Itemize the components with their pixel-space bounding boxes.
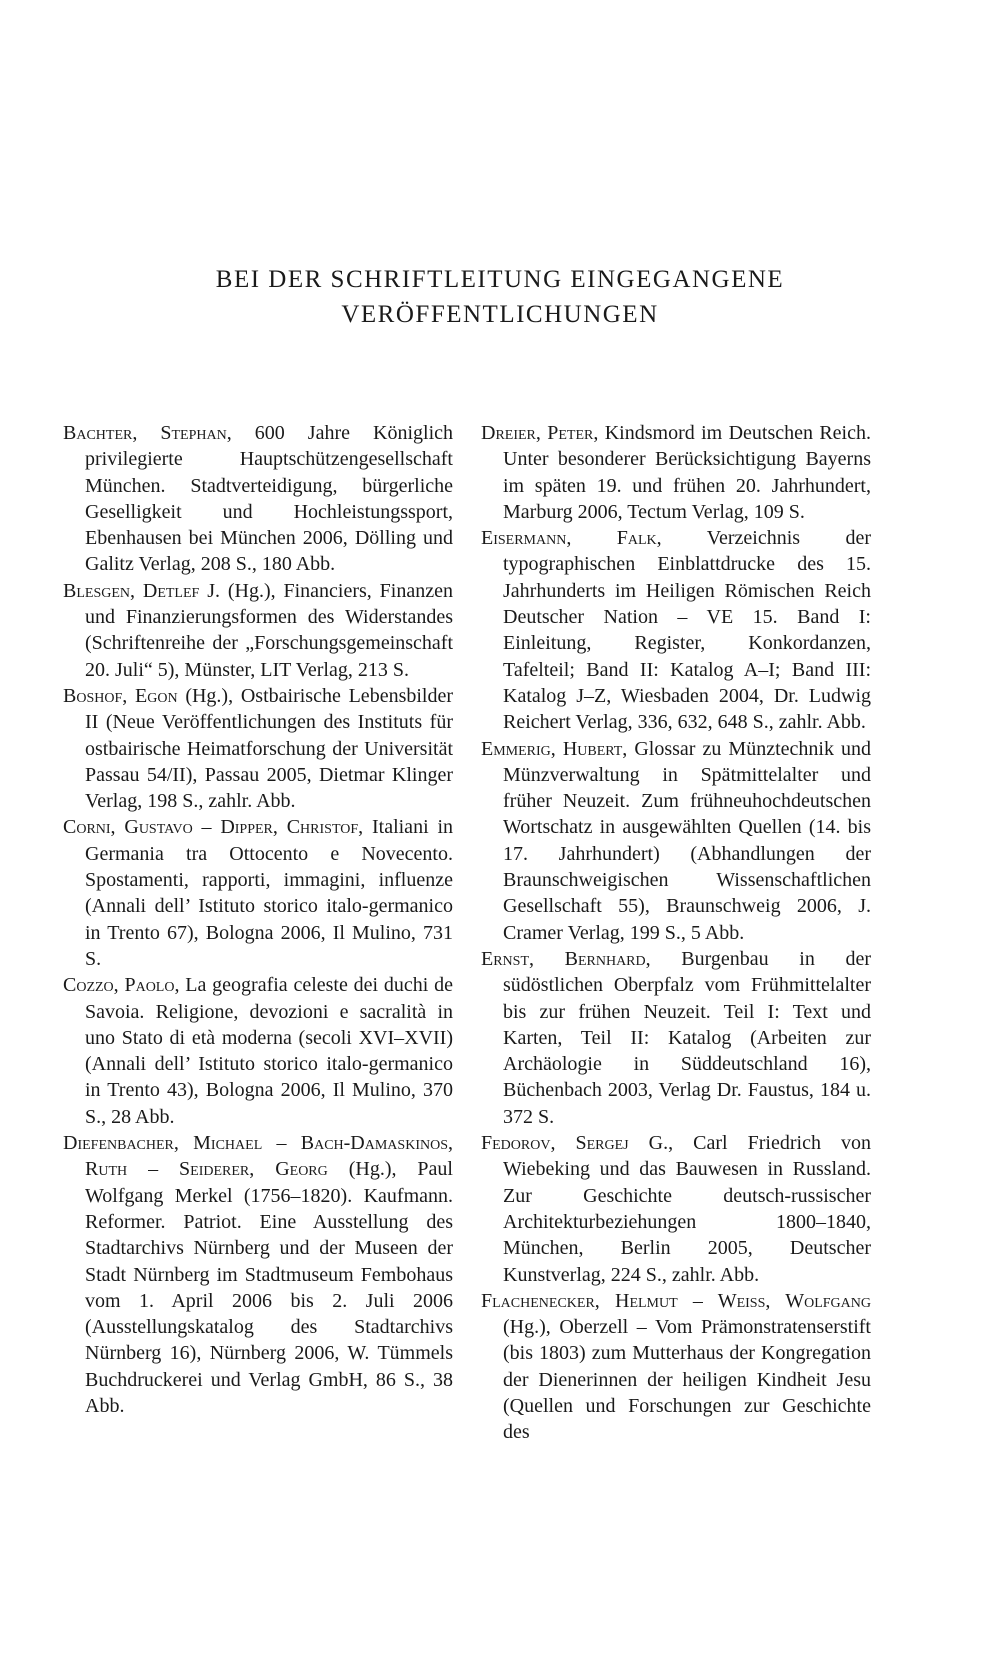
bibliography-entry bbox=[63, 1130, 453, 1419]
bibliography-entry bbox=[481, 946, 871, 1130]
entry-text: (Hg.), Ostbairische Lebensbilder II (Neue Veröffentlichungen des Instituts für ostbairische Heimatforschung der Universität Passau 54/II), Passau 2005, Dietmar Klinger Verlag, 198 S., zahlr. Abb. bbox=[85, 684, 453, 813]
bibliography-entry bbox=[63, 420, 453, 578]
bibliography-entry bbox=[63, 578, 453, 683]
entry-text: (Hg.), Paul Wolfgang Merkel (1756–1820). Kaufmann. Reformer. Patriot. Eine Ausstellung des Stadtarchivs Nürnberg und der Museen der Stadt Nürnberg im Stadtmuseum Fembohaus vom 1. April 2006 bis 2. Juli 2006 (Ausstellungskatalog des Stadtarchivs Nürnberg 16), Nürnberg 2006, W. Tümmels Buchdruckerei und Verlag GmbH, 86 S., 38 Abb. bbox=[85, 1158, 453, 1417]
entry-text: Burgenbau in der südöstlichen Oberpfalz vom Frühmittelalter bis zur frühen Neuzeit. Teil I: Text und Karten, Teil II: Katalog (Arbeiten zur Archäologie in Süddeutschland 16), Büchenbach 2003, Verlag Dr. Faustus, 184 u. 372 S. bbox=[503, 947, 871, 1128]
bibliography-entry bbox=[481, 525, 871, 735]
bibliography-entry bbox=[481, 1288, 871, 1446]
entry-authors: Emmerig, Hubert, bbox=[481, 737, 628, 760]
entry-text: La geografia celeste dei duchi de Savoia. Religione, devozioni e sacralità in uno Stato di età moderna (secoli XVI–XVII) (Annali dell’ Istituto storico italo-germanico in Trento 43), Bologna 2006, Il Mulino, 370 S., 28 Abb. bbox=[85, 974, 453, 1128]
page-title-line-1: BEI DER SCHRIFTLEITUNG EINGEGANGENE bbox=[215, 266, 785, 293]
entry-authors: Fedorov, Sergej G., bbox=[481, 1132, 674, 1155]
page-title bbox=[0, 262, 1000, 332]
entry-text: 600 Jahre Königlich privilegierte Hauptschützengesellschaft München. Stadtverteidigung, bürgerliche Geselligkeit und Hochleistungssport, Ebenhausen bei München 2006, Dölling und Galitz Verlag, 208 S., 180 Abb. bbox=[85, 422, 453, 576]
bibliography-entry bbox=[63, 683, 453, 814]
entry-authors: Bachter, Stephan, bbox=[63, 422, 232, 444]
entry-text: Italiani in Germania tra Ottocento e Novecento. Spostamenti, rapporti, immagini, influenze (Annali dell’ Istituto storico italo-germanico in Trento 67), Bologna 2006, Il Mulino, 731 S. bbox=[85, 816, 453, 970]
entry-text: Glossar zu Münztechnik und Münzverwaltung in Spätmittelalter und früher Neuzeit. Zum frühneuhochdeutschen Wortschatz in ausgewählten Quellen (14. bis 17. Jahrhundert) (Abhandlungen der Braunschweigischen Wissenschaftlichen Gesellschaft 55), Braunschweig 2006, J. Cramer Verlag, 199 S., 5 Abb. bbox=[503, 737, 871, 944]
entry-text: Verzeichnis der typographischen Einblattdrucke des 15. Jahrhunderts im Heiligen Römischen Reich Deutscher Nation – VE 15. Band I: Einleitung, Register, Konkordanzen, Tafelteil; Band II: Katalog A–I; Band III: Katalog J–Z, Wiesbaden 2004, Dr. Ludwig Reichert Verlag, 336, 632, 648 S., zahlr. Abb. bbox=[503, 527, 872, 734]
entry-authors: Cozzo, Paolo, bbox=[63, 974, 180, 997]
bibliography-entry bbox=[481, 1130, 871, 1288]
page-title-line-2: VERÖFFENTLICHUNGEN bbox=[341, 301, 659, 328]
entry-authors: Ernst, Bernhard, bbox=[481, 947, 651, 970]
bibliography-entry bbox=[481, 420, 871, 525]
entry-authors: Eisermann, Falk, bbox=[481, 527, 662, 550]
entry-authors: Flachenecker, Helmut – Weiss, Wolfgang bbox=[481, 1289, 871, 1312]
entry-authors: Diefenbacher, Michael – Bach-Damaskinos, Ruth – Seiderer, Georg bbox=[63, 1132, 453, 1181]
left-column bbox=[63, 420, 453, 1419]
entry-text: Carl Friedrich von Wiebeking und das Bauwesen in Russland. Zur Geschichte deutsch-russischer Architekturbeziehungen 1800–1840, München, Berlin 2005, Deutscher Kunstverlag, 224 S., zahlr. Abb. bbox=[503, 1132, 871, 1286]
entry-text: Kindsmord im Deutschen Reich. Unter besonderer Berücksichtigung Bayerns im späten 19. und frühen 20. Jahrhundert, Marburg 2006, Tectum Verlag, 109 S. bbox=[503, 422, 871, 523]
entry-authors: Dreier, Peter, bbox=[481, 422, 599, 444]
entry-text: (Hg.), Oberzell – Vom Prämonstratenserstift (bis 1803) zum Mutterhaus der Kongregation der Dienerinnen der heiligen Kindheit Jesu (Quellen und Forschungen zur Geschichte des bbox=[503, 1316, 871, 1444]
bibliography-entry bbox=[481, 736, 871, 946]
bibliography-entry bbox=[63, 972, 453, 1130]
entry-authors: Corni, Gustavo – Dipper, Christof, bbox=[63, 816, 364, 839]
bibliography-entry bbox=[63, 814, 453, 972]
right-column bbox=[481, 420, 871, 1446]
entry-authors: Boshof, Egon bbox=[63, 684, 178, 707]
entry-text: J. (Hg.), Financiers, Finanzen und Finanzierungsformen des Widerstandes (Schriftenreihe der „Forschungsgemeinschaft 20. Juli“ 5), Münster, LIT Verlag, 213 S. bbox=[85, 579, 453, 681]
entry-authors: Blesgen, Detlef bbox=[63, 579, 200, 602]
